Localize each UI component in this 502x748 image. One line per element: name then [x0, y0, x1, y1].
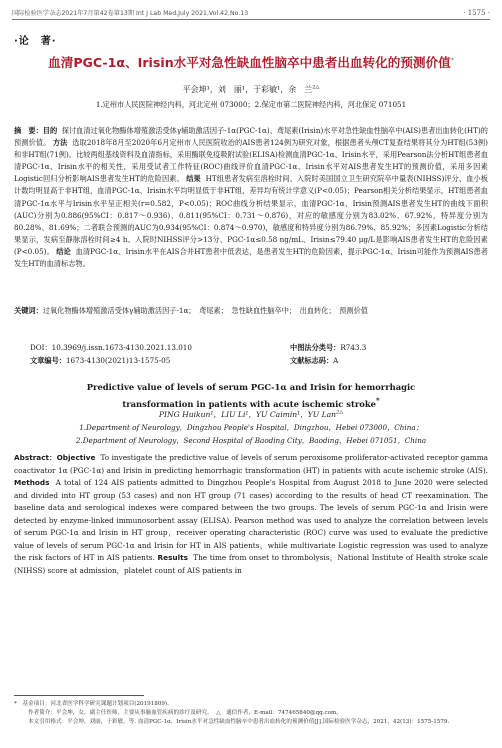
running-head — [12, 8, 490, 20]
cite-text: 平会坤，刘丽，于彩敏，等. 血清PGC-1α、Irisin水平对急性缺血性脑卒中患者出血转化的预测价值[J].国际检验医学杂志，2021，42(13)：1575-1579. — [67, 719, 450, 726]
methods-cn-text: 选取2018年8月至2020年6月定州市人民医院收治的AIS患者124例为研究对象，根据患者头颅CT复查结果将其分为HT组(53例)和非HT组(71例)。比较两组基线资料及血清指标，采用酶联免疫吸附试验(ELISA)检测血清PGC-1α、Irisin水平，采用Pearson法分析HT组患者血清PGC-1α、Irisin水平的相关性，采用受试者工作特征(ROC)曲线评价血清PGC-1α、Irisin水平对AIS患者发生HT的预测价值，采用多因素Logistic回归分析影响AIS患者发生HT的危险因素。 — [14, 138, 488, 184]
abstract-en-label: Abstract： — [14, 453, 57, 462]
cite-footnote — [14, 718, 488, 727]
article-title-cn — [0, 52, 502, 71]
objective-cn-label: 目的 — [42, 126, 58, 135]
journal-citation-header: 国际检验医学杂志2021年7月第42卷第13期 Int J Lab Med,July 2021,Vol.42,No.13 — [12, 10, 249, 17]
article-title-en — [0, 381, 502, 411]
doc-code-label: 文献标志码： — [290, 356, 334, 365]
corr-label: △ 通信作者，E-mail： — [216, 710, 278, 717]
footnotes — [14, 700, 488, 728]
fund-footnote — [14, 700, 488, 709]
section-tag: ·论 著· — [14, 36, 57, 47]
doi: DOI：10.3969/j.issn.1673-4130.2021.13.010 — [30, 343, 192, 352]
conclusion-cn-label: 结论 — [56, 246, 71, 256]
results-en-label: Results — [157, 553, 188, 562]
keywords-cn-text: 过氧化物酶体增殖激活受体γ辅助激活因子-1α； 鸢尾素； 急性缺血性脑卒中； 出血转化； 预测价值 — [42, 306, 368, 315]
conclusion-cn-text: 血清PGC-1α、Irisin水平在AIS合并HT患者中低表达，是患者发生HT的危险因素，提示PGC-1α、Irisin可能作为预测AIS患者发生HT的血清标志物。 — [14, 246, 488, 269]
clc-value: R743.3 — [340, 343, 367, 352]
results-en-text: The time from onset to thrombolysis，National Institute of Health stroke scale (NIHSS) score at admission，platelet count of AIS patients in — [14, 553, 488, 575]
methods-en-label: Methods — [14, 478, 50, 487]
doc-code-value: A — [333, 356, 339, 365]
fund-text: 河北省医学科学研究课题计划项目(20191809)。 — [50, 701, 173, 707]
authors-en-names: PING Huikun¹，LIU Li¹，YU Caimin¹，YU Lan — [158, 410, 337, 419]
author-footnote — [14, 709, 488, 718]
authors-en — [0, 409, 502, 420]
abstract-en — [14, 452, 488, 577]
objective-en-text: To investigate the predictive value of levels of serum peroxisome proliferator-activated receptor gamma coactivator 1α (PGC-1α) and Irisin in predicting hemorrhagic transformation (HT) in patients with acute ischemic stroke (AIS). — [14, 453, 488, 475]
keywords-cn — [14, 305, 488, 317]
clc — [290, 343, 366, 353]
fund-label: * 基金项目： — [14, 701, 51, 707]
author-text: 平会坤，女，副主任医师，主要从事脑血管疾病的诊疗及研究。 — [55, 710, 213, 717]
results-cn-label: 结果 — [186, 174, 201, 184]
abstract-cn-label: 摘 要： — [14, 126, 43, 135]
affiliation-en-1: 1.Department of Neurology，Dingzhou People's Hospital，Dingzhou，Hebei 073000，China； — [79, 423, 423, 432]
article-no — [30, 356, 290, 366]
article-title-en-line1: Predictive value of levels of serum PGC-1α and Irisin for hemorrhagic — [86, 382, 416, 392]
clc-label: 中图法分类号： — [290, 343, 341, 352]
doi-row — [30, 343, 470, 353]
page-number: · 1575 · — [463, 8, 490, 17]
article-title-cn-text: 血清PGC-1α、Irisin水平对急性缺血性脑卒中患者出血转化的预测价值 — [48, 55, 451, 70]
authors-cn — [0, 84, 502, 95]
author-label: 作者简介： — [28, 710, 56, 717]
article-no-value: 1673-4130(2021)13-1575-05 — [65, 356, 171, 365]
methods-cn-label: 方法 — [52, 138, 68, 148]
footnote-divider — [14, 695, 144, 696]
affiliation-en-2: 2.Department of Neurology，Second Hospital of Baoding City，Baoding，Hebei 071051，China — [75, 436, 427, 445]
abstract-cn — [14, 125, 488, 270]
article-title-en-mark: * — [376, 396, 380, 405]
article-no-row — [30, 356, 470, 366]
fund-footnote-mark: * — [450, 56, 454, 64]
article-no-label: 文章编号： — [30, 356, 66, 365]
objective-cn-text: 探讨血清过氧化物酶体增殖激活受体γ辅助激活因子-1α(PGC-1α)、鸢尾素(Irisin)水平对急性缺血性脑卒中(AIS)患者出血转化(HT)的预测价值。 — [14, 126, 488, 148]
doc-code — [290, 356, 338, 366]
cite-label: 本文引用格式： — [28, 719, 68, 726]
authors-en-mark: 2△ — [336, 409, 344, 416]
results-cn-text: HT组患者发病至溶栓时间、入院时美国国立卫生研究院卒中量表(NIHSS)评分、血小板计数均明显高于非HT组，血清PGC-1α、Irisin水平均明显低于非HT组，差异均有统计学意义(P<0.05)；Pearson相关分析结果显示，HT组患者血清PGC-1α水平与Irisin水平呈正相关(r=0.582，P<0.05)；ROC曲线分析结果显示，血清PGC-1α、Irisin预测AIS患者发生HT的曲线下面积(AUC)分别为0.886(95%CI：0.817～0.936)、0.811(95%CI：0.731～0.876)，对应的敏感度分别为83.02%、67.92%，特异度分别为80.28%、81.69%；二者联合预测的AUC为0.934(95%CI：0.874～0.970)，敏感度和特异度分别为86.79%、85.92%；多因素Logistic分析结果显示，发病至静脉溶栓时间≥4 h、入院时NIHSS评分>13分、PGC-1α≤0.58 ng/mL、Irisin≤79.40 μg/L是影响AIS患者发生HT的危险因素(P<0.05)。 — [14, 174, 488, 256]
methods-en-text: A total of 124 AIS patients admitted to Dingzhou People's Hospital from August 2018 to June 2020 were selected and divided into HT group (53 cases) and non HT group (71 cases) according to the results of head CT reexamination. The baseline data and serological indexes were compared between the two groups. The levels of serum PGC-1α and Irisin were detected by enzyme-linked immunosorbent assay (ELISA). Pearson method was used to analyze the correlation between levels of serum PGC-1α and Irisin in HT group，receiver operating characteristic (ROC) curve was used to evaluate the predictive value of levels of serum PGC-1α and Irisin for HT in AIS patients，while multivariate Logistic regression was used to analyze the risk factors of HT in AIS patients. — [14, 478, 489, 562]
affiliation-cn: 1.定州市人民医院神经内科，河北定州 073000；2.保定市第二医院神经内科，河北保定 071051 — [95, 100, 407, 109]
article-title-en-line2: transformation in patients with acute ischemic stroke — [122, 398, 376, 409]
authors-cn-mark: 2△ — [312, 84, 320, 91]
corr-email: 747465840@qq.com。 — [277, 710, 342, 717]
keywords-cn-label: 关键词： — [14, 306, 43, 315]
authors-cn-names: 平会坤¹，刘 丽¹，于彩敏¹，余 兰 — [182, 85, 313, 94]
objective-en-label: Objective — [56, 453, 96, 462]
